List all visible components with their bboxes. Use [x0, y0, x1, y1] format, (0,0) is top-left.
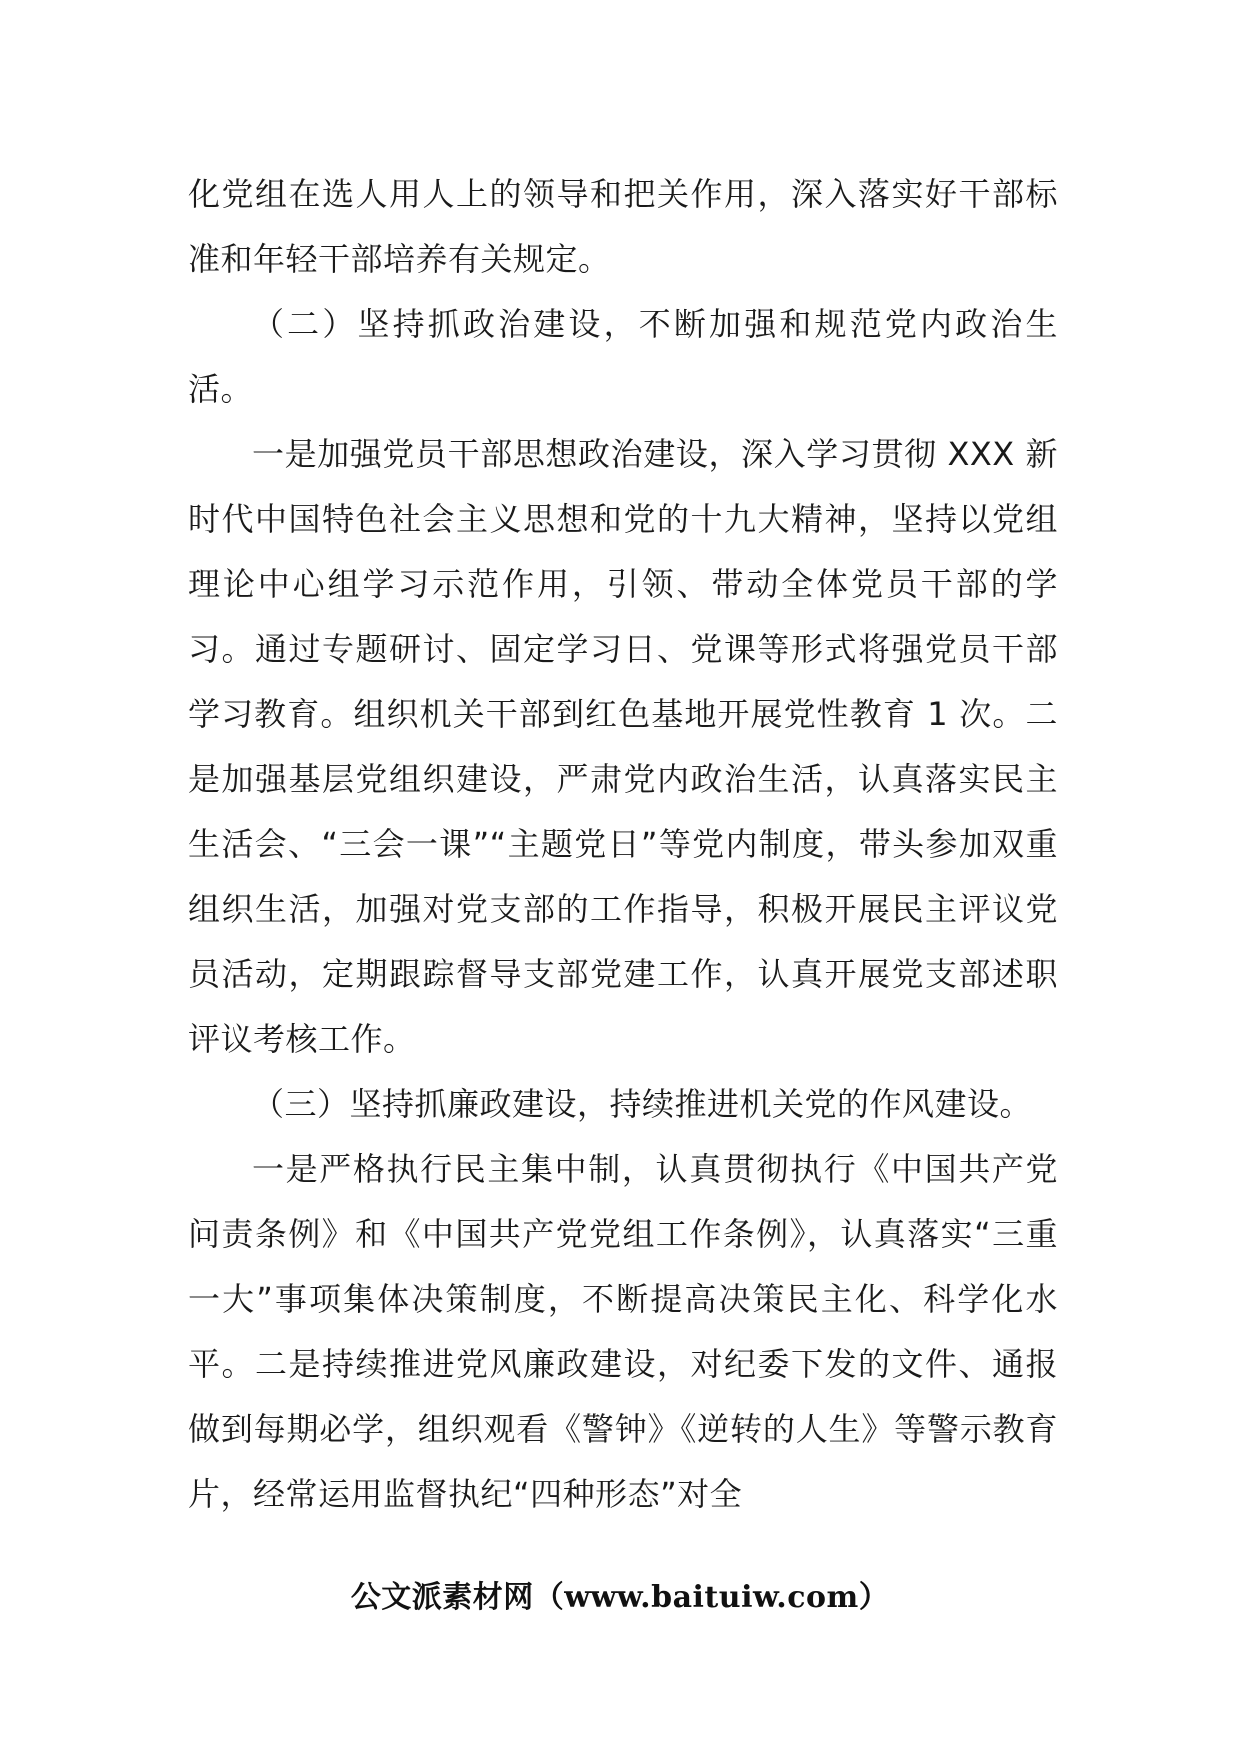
paragraph-continuation: 化党组在选人用人上的领导和把关作用，深入落实好干部标准和年轻干部培养有关规定。: [188, 175, 1058, 278]
paragraph-political-building: 一是加强党员干部思想政治建设，深入学习贯彻 XXX 新时代中国特色社会主义思想和党的十九大精神，坚持以党组理论中心组学习示范作用，引领、带动全体党员干部的学习。通过专题研讨、固定学习日、党课等形式将强党员干部学习教育。组织机关干部到红色基地开展党性教育 1 次。二是加强基层党组织建设，严肃党内政治生活，认真落实民主生活会、“三会一课”“主题党日”等党内制度，带头参加双重组织生活，加强对党支部的工作指导，积极开展民主评议党员活动，定期跟踪督导支部党建工作，认真开展党支部述职评议考核工作。: [188, 435, 1058, 1058]
section-heading-3: （三）坚持抓廉政建设，持续推进机关党的作风建设。: [252, 1085, 1033, 1123]
paragraph-integrity-building: 一是严格执行民主集中制，认真贯彻执行《中国共产党问责条例》和《中国共产党党组工作条例》，认真落实“三重一大”事项集体决策制度，不断提高决策民主化、科学化水平。二是持续推进党风廉政建设，对纪委下发的文件、通报做到每期必学，组织观看《警钟》《逆转的人生》等警示教育片，经常运用监督执纪“四种形态”对全: [188, 1150, 1058, 1513]
page-footer-watermark: 公文派素材网（www.baituiw.com）: [350, 1580, 890, 1615]
document-body: [188, 162, 1058, 1527]
section-heading-2: （二）坚持抓政治建设，不断加强和规范党内政治生活。: [188, 305, 1058, 408]
